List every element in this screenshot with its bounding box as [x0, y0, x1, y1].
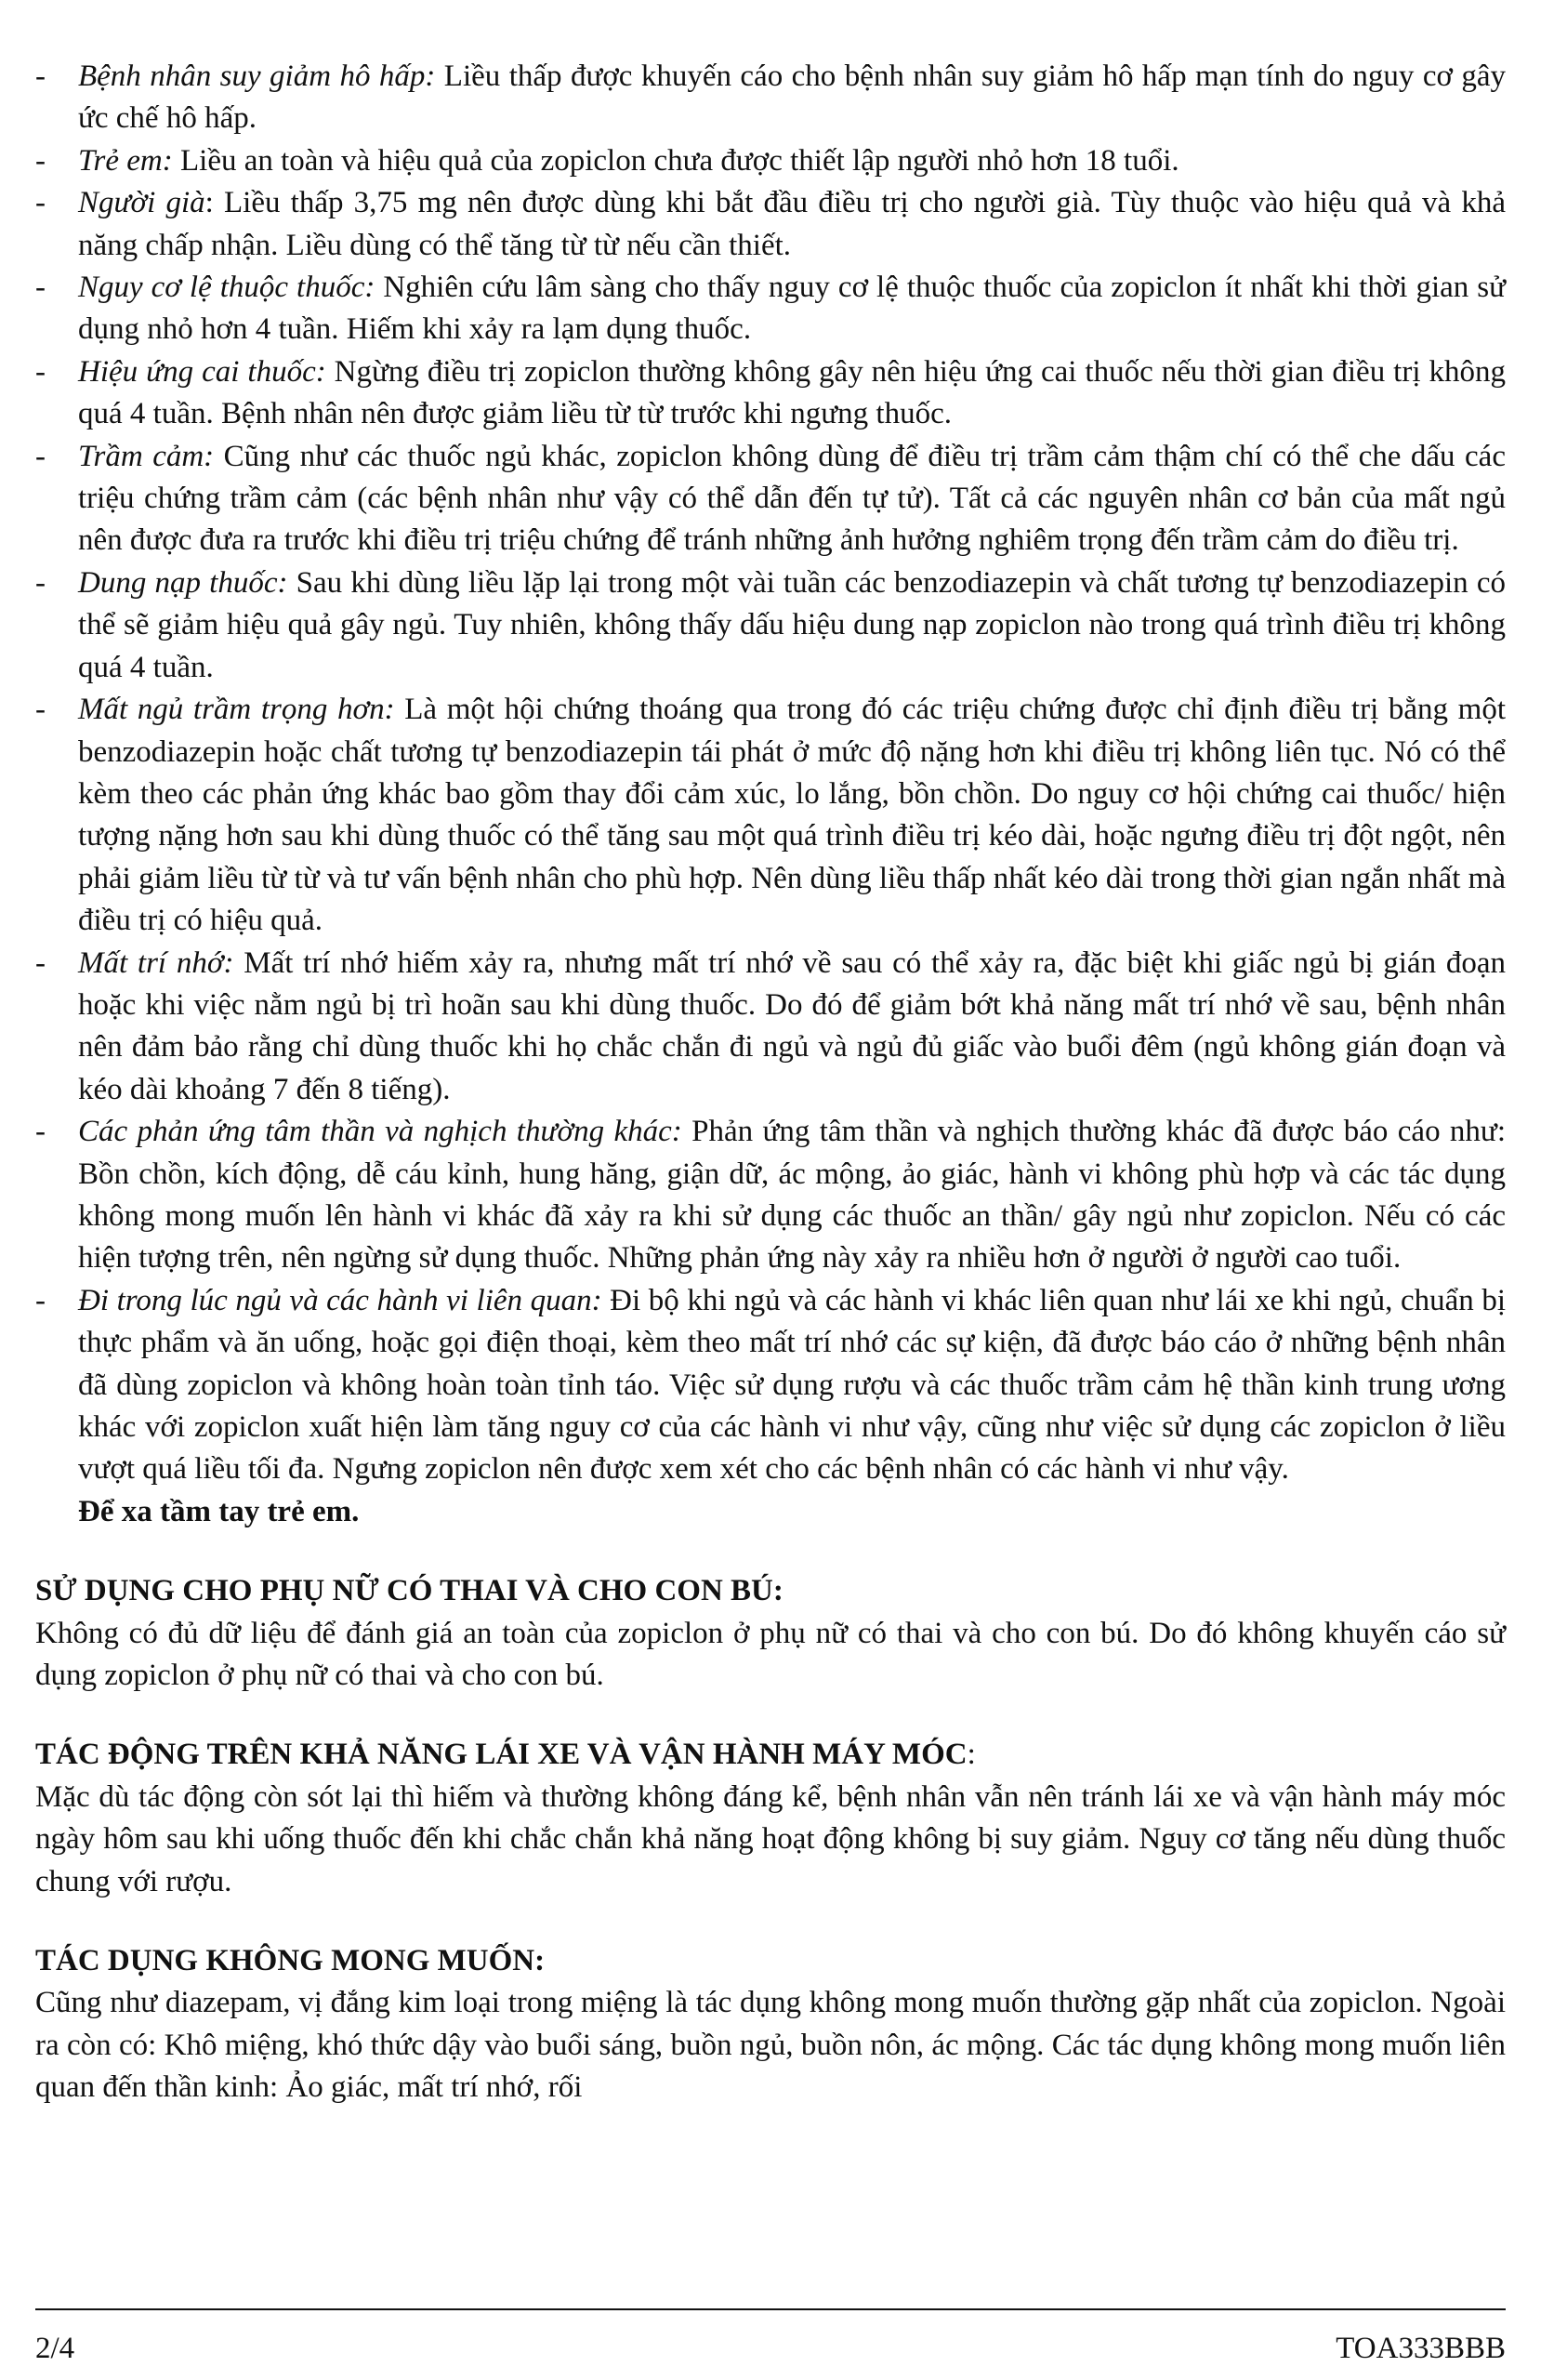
section-side-effects	[35, 1940, 1506, 2109]
section-title-text: TÁC ĐỘNG TRÊN KHẢ NĂNG LÁI XE VÀ VẬN HÀNH MÁY MÓC	[35, 1738, 968, 1772]
item-term: Mất ngủ trầm trọng hơn:	[78, 693, 395, 727]
page-footer	[35, 2330, 1506, 2367]
item-text: : Liều thấp 3,75 mg nên được dùng khi bắt đầu điều trị cho người già. Tùy thuộc vào hiệu quả và khả năng chấp nhận. Liều dùng có thể tăng từ từ nếu cần thiết.	[78, 186, 1506, 262]
section-title-colon: :	[967, 1738, 976, 1772]
item-text: Mất trí nhớ hiếm xảy ra, nhưng mất trí nhớ về sau có thể xảy ra, đặc biệt khi giấc ngủ bị gián đoạn hoặc khi việc nằm ngủ bị trì hoãn sau khi dùng thuốc. Do đó để giảm bớt khả năng mất trí nhớ về sau, bệnh nhân nên đảm bảo rằng chỉ dùng thuốc khi họ chắc chắn đi ngủ và ngủ đủ giấc vào buổi đêm (ngủ không gián đoạn và kéo dài khoảng 7 đến 8 tiếng).	[78, 945, 1506, 1106]
item-term: Nguy cơ lệ thuộc thuốc:	[78, 271, 375, 305]
item-text: Liều thấp được khuyến cáo cho bệnh nhân suy giảm hô hấp mạn tính do nguy cơ gây ức chế hô hấp.	[78, 60, 1506, 136]
document-code: TOA333BBB	[1336, 2332, 1506, 2365]
item-text: Sau khi dùng liều lặp lại trong một vài tuần các benzodiazepin và chất tương tự benzodiazepin có thể sẽ giảm hiệu quả gây ngủ. Tuy nhiên, không thấy dấu hiệu dung nạp zopiclon nào trong quá trình điều trị không quá 4 tuần.	[78, 565, 1506, 684]
item-term: Bệnh nhân suy giảm hô hấp:	[78, 60, 436, 93]
item-text: Cũng như các thuốc ngủ khác, zopiclon không dùng để điều trị trầm cảm thậm chí có thể che dấu các triệu chứng trầm cảm (các bệnh nhân như vậy có thể dẫn đến tự tử). Tất cả các nguyên nhân cơ bản của mất ngủ nên được đưa ra trước khi điều trị triệu chứng để tránh những ảnh hưởng nghiêm trọng đến trầm cảm do điều trị.	[78, 439, 1506, 558]
section-pregnancy	[35, 1570, 1506, 1697]
list-item	[35, 56, 1506, 140]
bullet-dash: -	[35, 693, 46, 727]
section-driving	[35, 1734, 1506, 1903]
list-item	[35, 1111, 1506, 1280]
precautions-list	[35, 56, 1506, 1491]
section-body: Không có đủ dữ liệu để đánh giá an toàn của zopiclon ở phụ nữ có thai và cho con bú. Do đó không khuyến cáo sử dụng zopiclon ở phụ nữ có thai và cho con bú.	[35, 1616, 1506, 1693]
page-number: 2/4	[35, 2332, 75, 2365]
bullet-dash: -	[35, 354, 46, 389]
list-item	[35, 182, 1506, 267]
section-title: SỬ DỤNG CHO PHỤ NỮ CÓ THAI VÀ CHO CON BÚ:	[35, 1574, 784, 1608]
document-page	[35, 56, 1506, 2109]
list-item	[35, 436, 1506, 562]
item-term: Trẻ em:	[78, 143, 173, 178]
bullet-dash: -	[35, 60, 46, 93]
bullet-dash: -	[35, 565, 46, 600]
item-term: Các phản ứng tâm thần và nghịch thường khác:	[78, 1115, 682, 1149]
item-term: Hiệu ứng cai thuốc:	[78, 354, 326, 389]
bullet-dash: -	[35, 945, 46, 980]
bullet-dash: -	[35, 1283, 46, 1317]
bullet-dash: -	[35, 186, 46, 220]
item-term: Trầm cảm:	[78, 439, 215, 473]
section-body: Mặc dù tác động còn sót lại thì hiếm và thường không đáng kể, bệnh nhân vẫn nên tránh lái xe và vận hành máy móc ngày hôm sau khi uống thuốc đến khi chắc chắn khả năng hoạt động không bị suy giảm. Nguy cơ tăng nếu dùng thuốc chung với rượu.	[35, 1779, 1506, 1898]
bullet-dash: -	[35, 143, 46, 178]
item-text: Phản ứng tâm thần và nghịch thường khác đã được báo cáo như: Bồn chồn, kích động, dễ cáu kỉnh, hung hăng, giận dữ, ác mộng, ảo giác, hành vi không phù hợp và các tác dụng không mong muốn lên hành vi khác đã xảy ra khi sử dụng các thuốc an thần/ gây ngủ như zopiclon. Nếu có các hiện tượng trên, nên ngừng sử dụng thuốc. Những phản ứng này xảy ra nhiều hơn ở người ở người cao tuổi.	[78, 1115, 1506, 1276]
section-title	[35, 1734, 1506, 1776]
list-item	[35, 1280, 1506, 1491]
bullet-dash: -	[35, 439, 46, 473]
item-term: Dung nạp thuốc:	[78, 565, 288, 600]
item-text: Ngừng điều trị zopiclon thường không gây nên hiệu ứng cai thuốc nếu thời gian điều trị không quá 4 tuần. Bệnh nhân nên được giảm liều từ từ trước khi ngưng thuốc.	[78, 354, 1506, 431]
section-body: Cũng như diazepam, vị đắng kim loại trong miệng là tác dụng không mong muốn thường gặp nhất của zopiclon. Ngoài ra còn có: Khô miệng, khó thức dậy vào buổi sáng, buồn ngủ, buồn nôn, ác mộng. Các tác dụng không mong muốn liên quan đến thần kinh: Ảo giác, mất trí nhớ, rối	[35, 1986, 1506, 2105]
bullet-dash: -	[35, 271, 46, 305]
item-text: Là một hội chứng thoáng qua trong đó các triệu chứng được chỉ định điều trị bằng một benzodiazepin hoặc chất tương tự benzodiazepin tái phát ở mức độ nặng hơn khi điều trị không liên tục. Nó có thể kèm theo các phản ứng khác bao gồm thay đổi cảm xúc, lo lắng, bồn chồn. Do nguy cơ hội chứng cai thuốc/ hiện tượng nặng hơn sau khi dùng thuốc có thể tăng sau một quá trình điều trị kéo dài, hoặc ngưng điều trị đột ngột, nên phải giảm liều từ từ và tư vấn bệnh nhân cho phù hợp. Nên dùng liều thấp nhất kéo dài trong thời gian ngắn nhất mà điều trị có hiệu quả.	[78, 693, 1506, 938]
item-text: Đi bộ khi ngủ và các hành vi khác liên quan như lái xe khi ngủ, chuẩn bị thực phẩm và ăn uống, hoặc gọi điện thoại, kèm theo mất trí nhớ các sự kiện, đã được báo cáo ở những bệnh nhân đã dùng zopiclon và không hoàn toàn tỉnh táo. Việc sử dụng rượu và các thuốc trầm cảm hệ thần kinh trung ương khác với zopiclon xuất hiện làm tăng nguy cơ của các hành vi như vậy, cũng như việc sử dụng các zopiclon ở liều vượt quá liều tối đa. Ngưng zopiclon nên được xem xét cho các bệnh nhân có các hành vi như vậy.	[78, 1283, 1506, 1487]
list-item	[35, 140, 1506, 182]
item-term: Người già	[78, 186, 205, 220]
footer-divider	[35, 2308, 1506, 2310]
item-term: Đi trong lúc ngủ và các hành vi liên quan:	[78, 1283, 602, 1317]
list-item	[35, 562, 1506, 689]
item-text: Liều an toàn và hiệu quả của zopiclon chưa được thiết lập người nhỏ hơn 18 tuổi.	[172, 143, 1179, 178]
bullet-dash: -	[35, 1115, 46, 1149]
list-item	[35, 943, 1506, 1112]
list-item	[35, 689, 1506, 942]
list-item	[35, 267, 1506, 351]
list-item	[35, 351, 1506, 436]
keep-out-of-reach-warning: Để xa tầm tay trẻ em.	[78, 1494, 360, 1528]
section-title: TÁC DỤNG KHÔNG MONG MUỐN:	[35, 1944, 546, 1978]
item-text: Nghiên cứu lâm sàng cho thấy nguy cơ lệ thuộc thuốc của zopiclon ít nhất khi thời gian sử dụng nhỏ hơn 4 tuần. Hiếm khi xảy ra lạm dụng thuốc.	[78, 271, 1506, 347]
item-term: Mất trí nhớ:	[78, 945, 234, 980]
